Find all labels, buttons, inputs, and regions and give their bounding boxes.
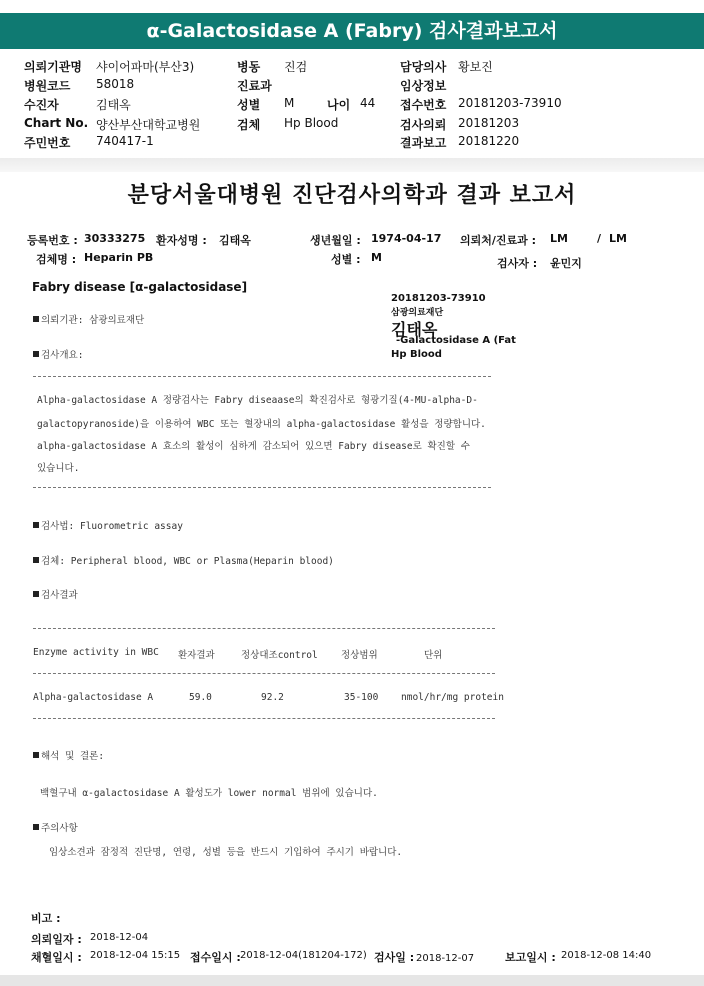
report-date-value: 2018-12-08 14:40 [561, 950, 652, 961]
reg-label: 등록번호 : [27, 234, 78, 247]
name-label: 환자성명 : [156, 234, 207, 247]
bullet-square-icon [33, 591, 39, 597]
notes-text: 임상소견과 잠정적 진단명, 연령, 성별 등을 반드시 기입하여 주시기 바랍니다. [49, 847, 403, 858]
overview-line: Alpha-galactosidase A 정량검사는 Fabry diseaase의 확진검사로 형광기질(4-MU-alpha-D- [37, 395, 478, 406]
stamp-line2: 삼광의료재단 [391, 308, 444, 318]
dob-value: 1974-04-17 [371, 232, 442, 245]
overview-line: 있습니다. [37, 463, 80, 474]
report-date-label: 보고일시 : [505, 951, 556, 964]
refer-dept-value2: LM [609, 232, 627, 245]
dob-label: 생년월일 : [310, 234, 361, 247]
bullet-square-icon [33, 351, 39, 357]
table-header-cell: Enzyme activity in WBC [33, 647, 159, 658]
accept-label: 접수일시 : [190, 951, 241, 964]
request-date-label: 의뢰일자 : [31, 933, 82, 946]
ward-value: 진검 [284, 60, 308, 74]
age-label: 나이 [327, 98, 351, 112]
table-header-rule [33, 673, 495, 674]
collect-value: 2018-12-04 15:15 [90, 950, 181, 961]
request-date-value: 2018-12-04 [90, 932, 149, 943]
specimen-value: Hp Blood [284, 116, 339, 130]
patient-value: 김태옥 [96, 98, 131, 112]
hospital-value: 샤이어파마(부산3) [96, 60, 195, 74]
table-top-rule [33, 628, 495, 629]
collect-label: 채혈일시 : [31, 951, 82, 964]
stamp-line3: 김태옥 [391, 320, 438, 339]
request-value: 20181203 [458, 116, 520, 130]
ward-label: 병동 [237, 60, 261, 74]
bullet-square-icon [33, 557, 39, 563]
table-bottom-rule [33, 718, 495, 719]
refer-dept-value1: LM [550, 232, 568, 245]
stamp-line4: -Galactosidase A (Fat [396, 335, 516, 346]
patient-label: 수진자 [24, 98, 59, 112]
dept-label: 진료과 [237, 79, 272, 93]
divider [33, 376, 491, 377]
divider [33, 487, 491, 488]
overview-heading: 검사개요: [33, 347, 83, 361]
accept-value: 2018-12-04(181204-172) [240, 950, 367, 961]
code-label: 병원코드 [24, 79, 71, 93]
hospital-label: 의뢰기관명 [24, 60, 82, 74]
notes-heading: 주의사항 [33, 820, 78, 834]
section-title: Fabry disease [α-galactosidase] [32, 280, 248, 294]
table-header-cell: 환자결과 [178, 650, 215, 661]
interpretation-heading: 해석 및 결론: [33, 748, 104, 762]
page-separator [0, 158, 704, 172]
report-sex-label: 성별 : [331, 253, 361, 266]
overview-line: alpha-galactosidase A 효소의 활성이 심하게 감소되어 있으면 Fabry disease로 확진할 수 [37, 441, 470, 452]
bullet-square-icon [33, 752, 39, 758]
interpretation-text: 백혈구내 α-galactosidase A 활성도가 lower normal 범위에 있습니다. [40, 788, 378, 799]
test-date-value: 2018-12-07 [416, 953, 475, 964]
tester-value: 윤민지 [550, 257, 582, 270]
doctor-label: 담당의사 [400, 60, 447, 74]
rrn-value: 740417-1 [96, 134, 154, 148]
remarks-label: 비고 : [31, 912, 61, 925]
table-header-cell: 정상범위 [341, 650, 378, 661]
specimen-heading: 검체: Peripheral blood, WBC or Plasma(Heparin blood) [33, 553, 334, 567]
overview-line: galactopyranoside)을 이용하여 WBC 또는 혈장내의 alpha-galactosidase 활성을 정량합니다. [37, 419, 486, 430]
receipt-value: 20181203-73910 [458, 96, 562, 110]
sex-value: M [284, 96, 295, 110]
window-title: α-Galactosidase A (Fabry) 검사결과보고서 [0, 13, 704, 49]
chart-label: Chart No. [24, 116, 89, 130]
institution-heading: 의뢰기관: 삼광의료재단 [33, 312, 144, 326]
result-heading: 검사결과 [33, 587, 78, 601]
tester-label: 검사자 : [497, 257, 538, 270]
report-sex-value: M [371, 251, 382, 264]
refer-dept-label: 의뢰처/진료과 : [460, 234, 537, 247]
stamp-line5: Hp Blood [391, 349, 442, 360]
rrn-label: 주민번호 [24, 136, 71, 150]
request-label: 검사의뢰 [400, 118, 447, 132]
reg-value: 30333275 [84, 232, 146, 245]
table-cell: Alpha-galactosidase A [33, 692, 154, 703]
table-cell: 92.2 [261, 692, 284, 703]
table-header-cell: 단위 [424, 650, 443, 661]
report-label: 결과보고 [400, 136, 447, 150]
specimen-label: 검체 [237, 118, 261, 132]
method-heading: 검사법: Fluorometric assay [33, 518, 183, 532]
specimen-name-value: Heparin PB [84, 251, 154, 264]
chart-value: 양산부산대학교병원 [96, 118, 201, 132]
report-title: 분당서울대병원 진단검사의학과 결과 보고서 [127, 183, 577, 208]
bullet-square-icon [33, 522, 39, 528]
report-value: 20181220 [458, 134, 520, 148]
table-cell: 59.0 [189, 692, 212, 703]
sex-label: 성별 [237, 98, 261, 112]
stamp-line1: 20181203-73910 [391, 293, 486, 304]
bullet-square-icon [33, 824, 39, 830]
bottom-bar [0, 975, 704, 986]
refer-dept-sep: / [597, 232, 602, 245]
table-cell: nmol/hr/mg protein [401, 692, 504, 703]
table-cell: 35-100 [344, 692, 379, 703]
specimen-name-label: 검체명 : [36, 253, 77, 266]
age-value: 44 [360, 96, 376, 110]
bullet-square-icon [33, 316, 39, 322]
doctor-value: 황보진 [458, 60, 493, 74]
clinical-label: 임상정보 [400, 79, 447, 93]
name-value: 김태옥 [219, 234, 251, 247]
test-date-label: 검사일 : [374, 951, 415, 964]
table-header-cell: 정상대조control [241, 650, 318, 661]
receipt-label: 접수번호 [400, 98, 447, 112]
code-value: 58018 [96, 77, 135, 91]
